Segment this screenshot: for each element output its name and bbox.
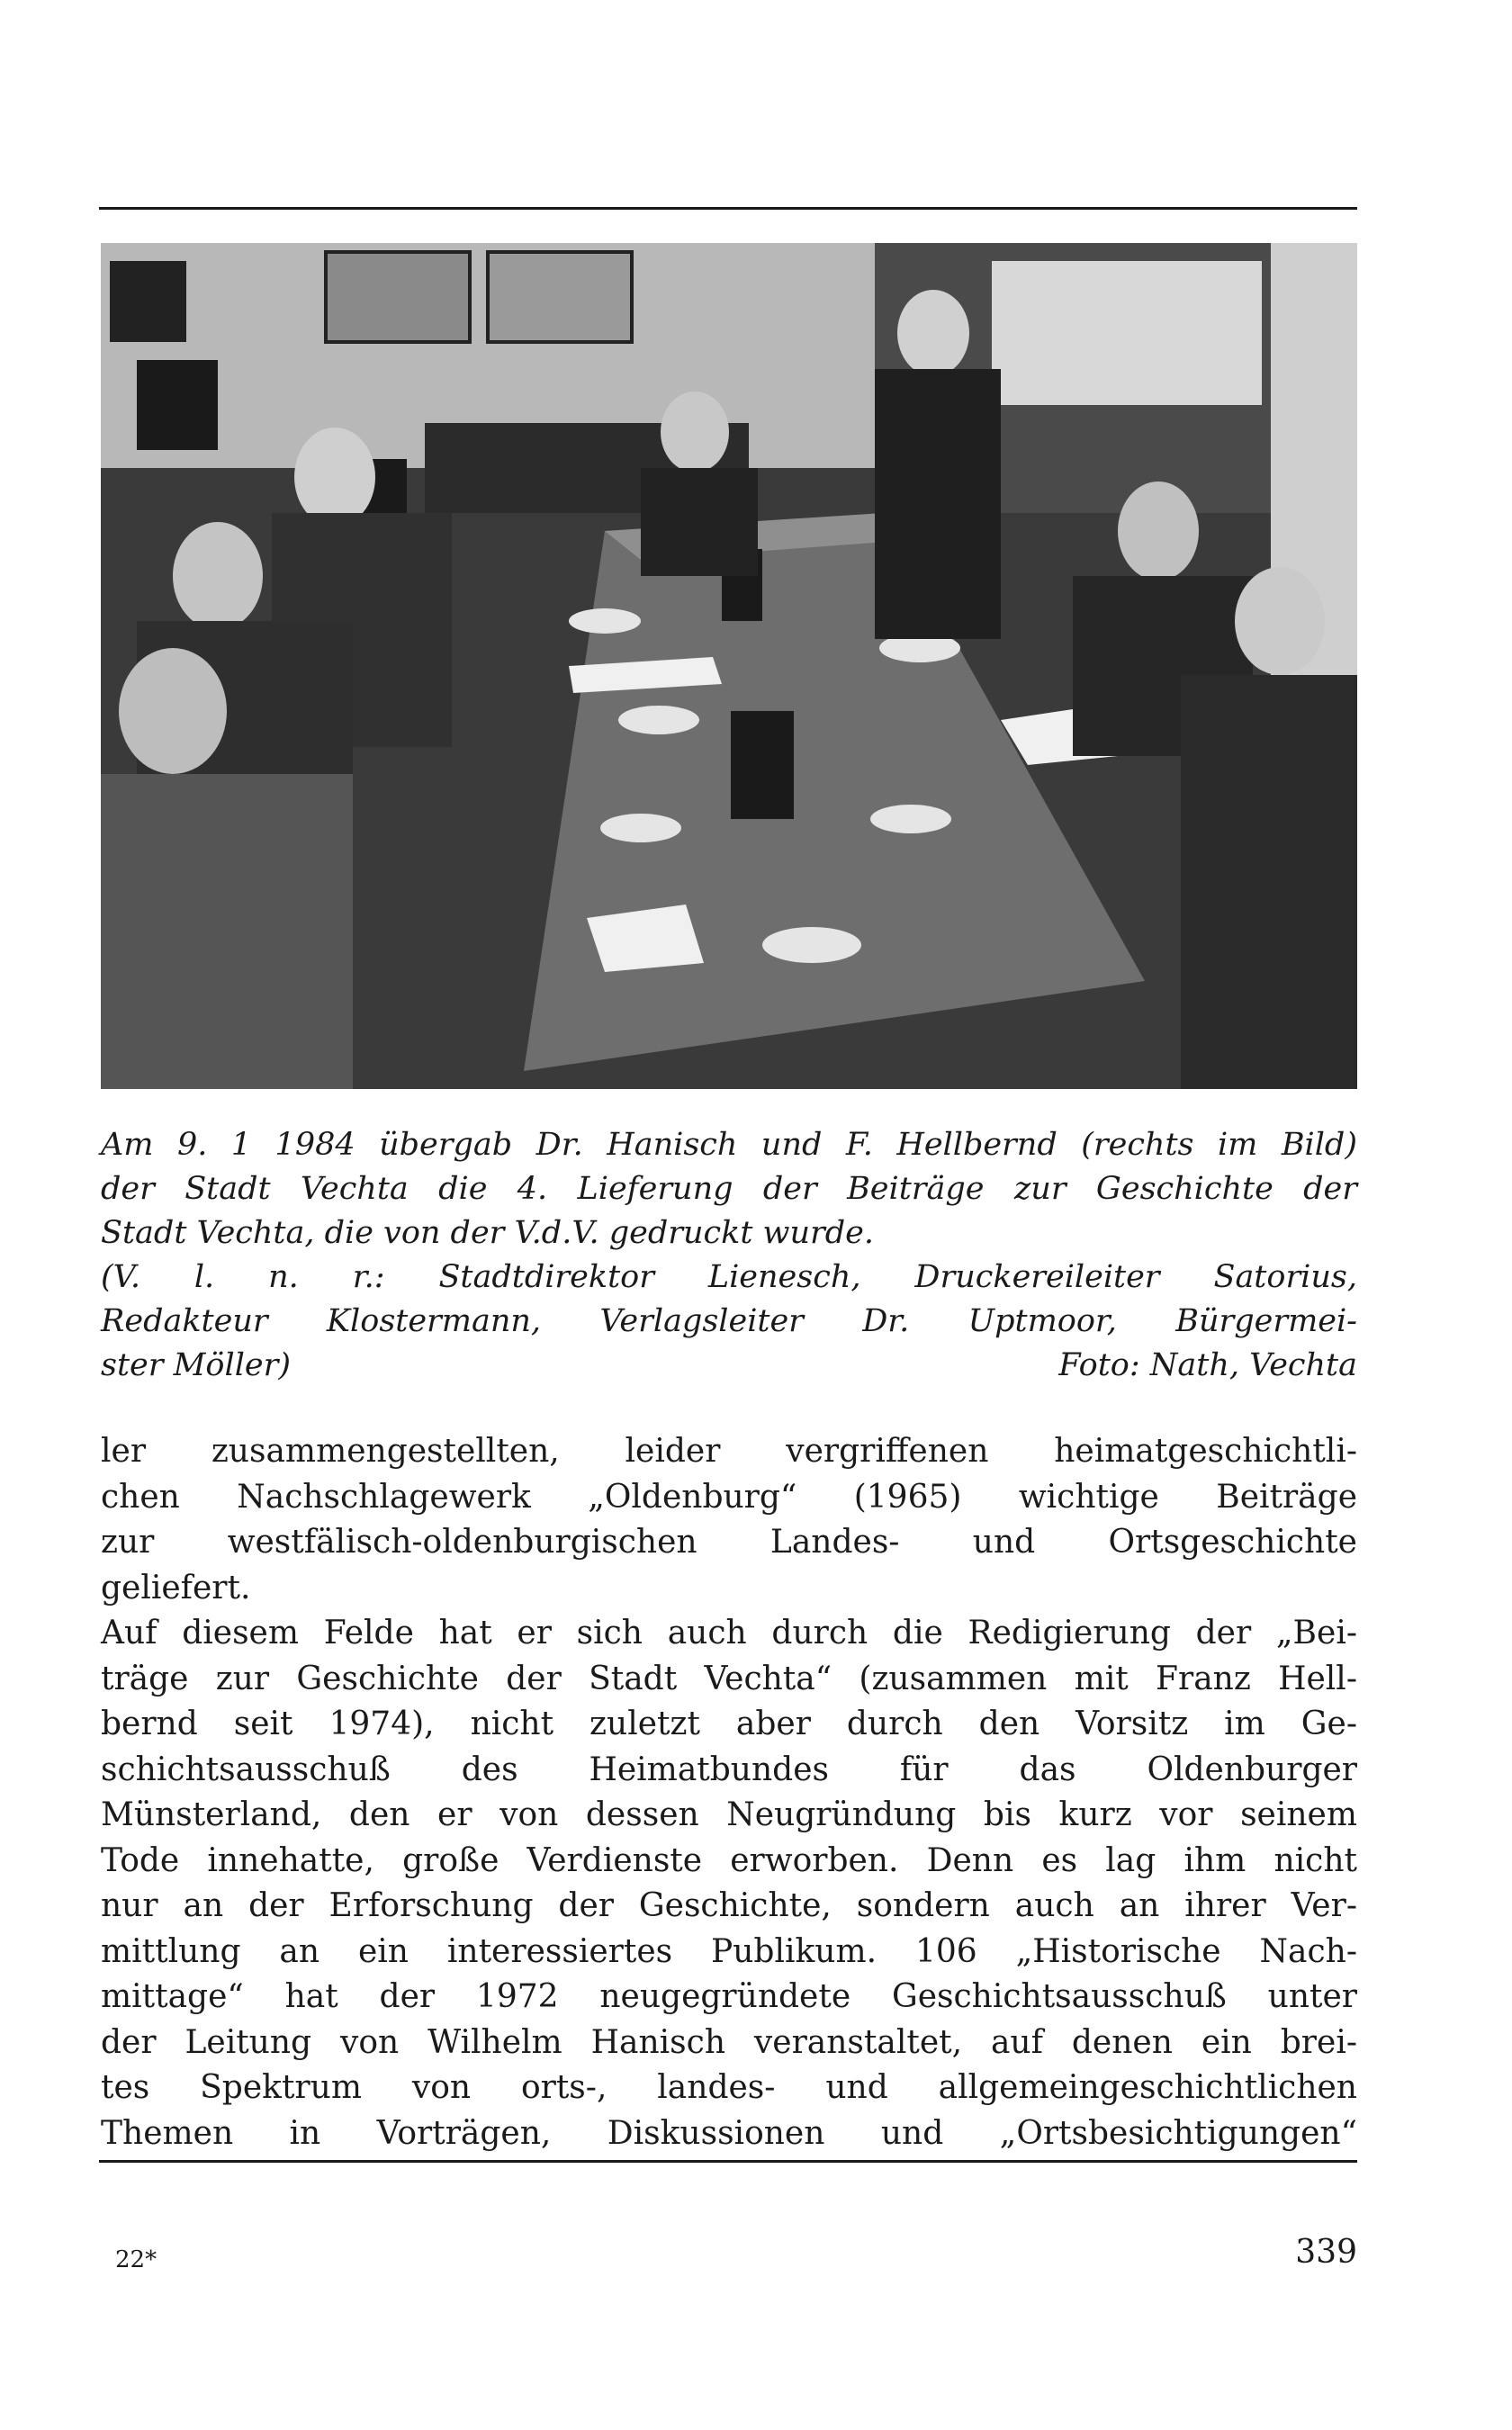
top-rule xyxy=(99,207,1357,210)
body-line: geliefert. xyxy=(101,1569,251,1606)
photo-caption xyxy=(101,1123,1357,1388)
signature-mark: 22* xyxy=(115,2246,158,2273)
photo-credit: Foto: Nath, Vechta xyxy=(1058,1347,1357,1383)
page-number: 339 xyxy=(1295,2234,1357,2271)
meeting-photo xyxy=(101,243,1357,1089)
caption-line: (V. l. n. r.: Stadtdirektor Lienesch, Druckereileiter Satorius, xyxy=(101,1259,1357,1295)
body-line: der Leitung von Wilhelm Hanisch veranstaltet, auf denen ein brei- xyxy=(101,2023,1357,2061)
caption-last-line xyxy=(101,1344,1357,1388)
caption-line: ster Möller) xyxy=(101,1347,291,1383)
caption-line: Stadt Vechta, die von der V.d.V. gedruckt wurde. xyxy=(101,1215,875,1251)
body-text xyxy=(101,1429,1357,2156)
photo-meeting-icon xyxy=(101,243,1357,1089)
caption-line: der Stadt Vechta die 4. Lieferung der Beiträge zur Geschichte der xyxy=(101,1171,1357,1207)
body-line: zur westfälisch-oldenburgischen Landes- und Ortsgeschichte xyxy=(101,1524,1357,1561)
bottom-rule xyxy=(99,2160,1357,2163)
body-line: träge zur Geschichte der Stadt Vechta“ (zusammen mit Franz Hell- xyxy=(101,1660,1357,1697)
body-line: mittage“ hat der 1972 neugegründete Geschichtsausschuß unter xyxy=(101,1978,1357,2015)
body-line: nur an der Erforschung der Geschichte, sondern auch an ihrer Ver- xyxy=(101,1887,1357,1924)
caption-line: Am 9. 1 1984 übergab Dr. Hanisch und F. Hellbernd (rechts im Bild) xyxy=(101,1127,1357,1163)
body-line: tes Spektrum von orts-, landes- und allgemeingeschichtlichen xyxy=(101,2069,1357,2106)
body-line: mittlung an ein interessiertes Publikum. 106 „Historische Nach- xyxy=(101,1932,1357,1970)
body-line: Auf diesem Felde hat er sich auch durch die Redigierung der „Bei- xyxy=(101,1615,1357,1652)
caption-line: Redakteur Klostermann, Verlagsleiter Dr. Uptmoor, Bürgermei- xyxy=(101,1303,1357,1339)
body-line: schichtsausschuß des Heimatbundes für das Oldenburger xyxy=(101,1750,1357,1788)
body-line: Münsterland, den er von dessen Neugründung bis kurz vor seinem xyxy=(101,1796,1357,1833)
body-line: Tode innehatte, große Verdienste erworben. Denn es lag ihm nicht xyxy=(101,1841,1357,1879)
body-line: ler zusammengestellten, leider vergriffenen heimatgeschichtli- xyxy=(101,1433,1357,1470)
body-line: chen Nachschlagewerk „Oldenburg“ (1965) wichtige Beiträge xyxy=(101,1478,1357,1516)
body-line: Themen in Vorträgen, Diskussionen und „Ortsbesichtigungen“ xyxy=(101,2114,1357,2152)
body-line: bernd seit 1974), nicht zuletzt aber durch den Vorsitz im Ge- xyxy=(101,1706,1357,1742)
